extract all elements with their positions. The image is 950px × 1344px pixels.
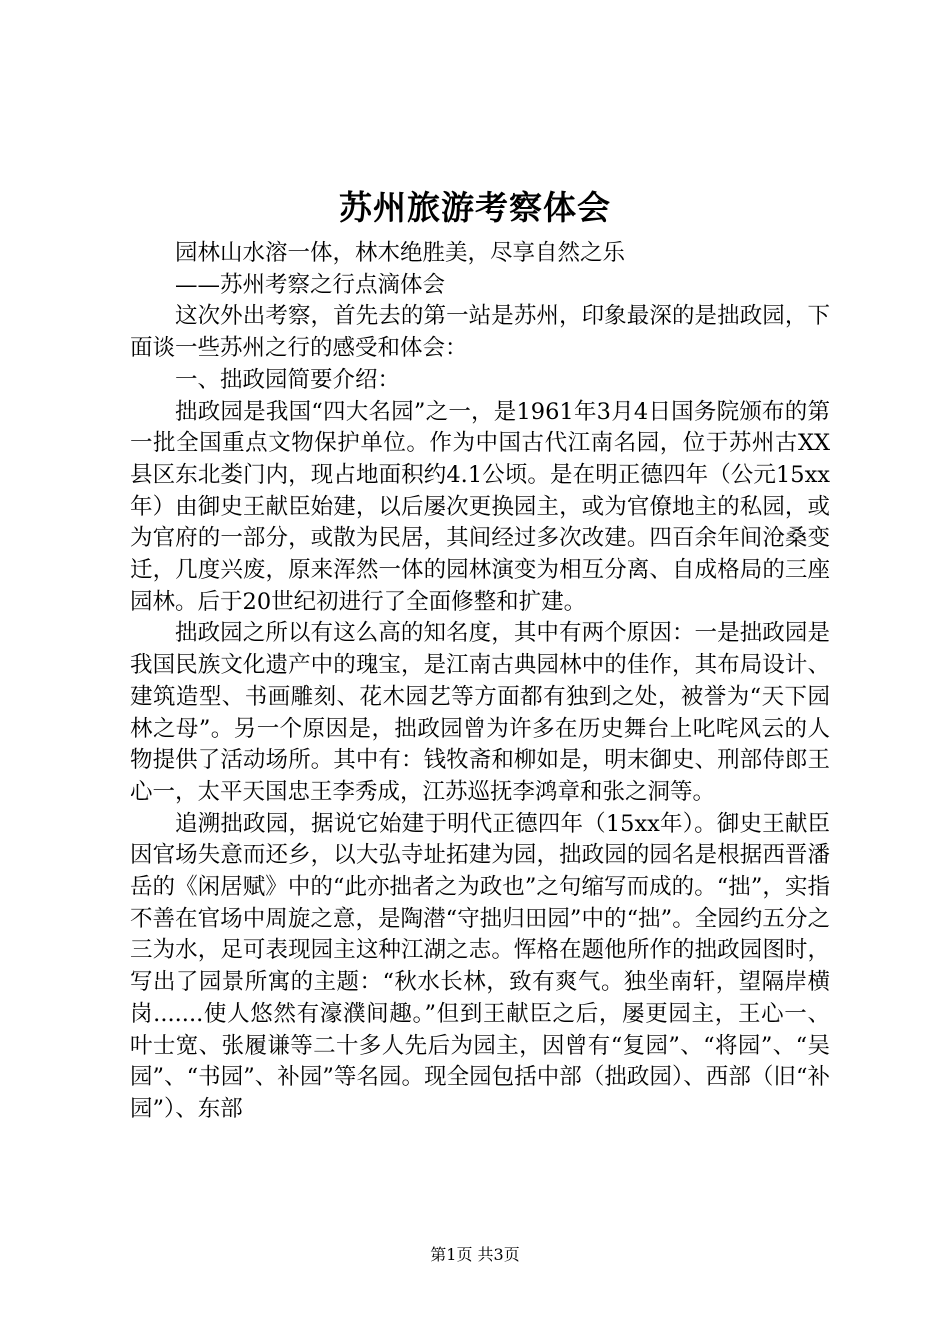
section-heading: 一、拙政园简要介绍： [175,366,401,393]
page-number-footer: 第1页 共3页 [430,1245,520,1264]
subtitle-line: 园林山水溶一体，林木绝胜美，尽享自然之乐 [175,240,626,266]
body-paragraph: 拙政园之所以有这么高的知名度，其中有两个原因：一是拙政园是我国民族文化遗产中的瑰宝，是江南古典园林中的佳作，其布局设计、建筑造型、书画雕刻、花木园艺等方面都有独到之处，被誉为“天下园林之母”。另一个原因是，拙政园曾为许多在历史舞台上叱咤风云的人物提供了活动场所。其中有：钱牧斋和柳如是，明末御史、刑部侍郎王心一，太平天国忠王李秀成，江苏巡抚李鸿章和张之洞等。 [130,620,830,805]
subtitle-byline: ——苏州考察之行点滴体会 [175,271,446,298]
body-paragraph: 这次外出考察，首先去的第一站是苏州，印象最深的是拙政园，下面谈一些苏州之行的感受和体会： [130,303,830,362]
document-body [130,238,830,1126]
document-title: 苏州旅游考察体会 [339,188,611,227]
body-paragraph: 拙政园是我国“四大名园”之一，是1961年3月4日国务院颁布的第一批全国重点文物保护单位。作为中国古代江南名园，位于苏州古XX县区东北娄门内，现占地面积约4.1公顷。是在明正德四年（公元15xx年）由御史王献臣始建，以后屡次更换园主，或为官僚地主的私园，或为官府的一部分，或散为民居，其间经过多次改建。四百余年间沧桑变迁，几度兴废，原来浑然一体的园林演变为相互分离、自成格局的三座园林。后于20世纪初进行了全面修整和扩建。 [130,398,830,615]
body-paragraph: 追溯拙政园，据说它始建于明代正德四年（15xx年）。御史王献臣因官场失意而还乡，以大弘寺址拓建为园，拙政园的园名是根据西晋潘岳的《闲居赋》中的“此亦拙者之为政也”之句缩写而成的。“拙”，实指不善在官场中周旋之意，是陶潜“守拙归田园”中的“拙”。全园约五分之三为水，足可表现园主这种江湖之志。恽格在题他所作的拙政园图时，写出了园景所寓的主题：“秋水长林，致有爽气。独坐南轩，望隔岸横岗.......使人悠然有濠濮间趣。”但到王献臣之后，屡更园主，王心一、叶士宽、张履谦等二十多人先后为园主，因曾有“复园”、“将园”、“吴园”、“书园”、补园”等名园。现全园包括中部（拙政园）、西部（旧“补园”）、东部 [130,810,830,1122]
